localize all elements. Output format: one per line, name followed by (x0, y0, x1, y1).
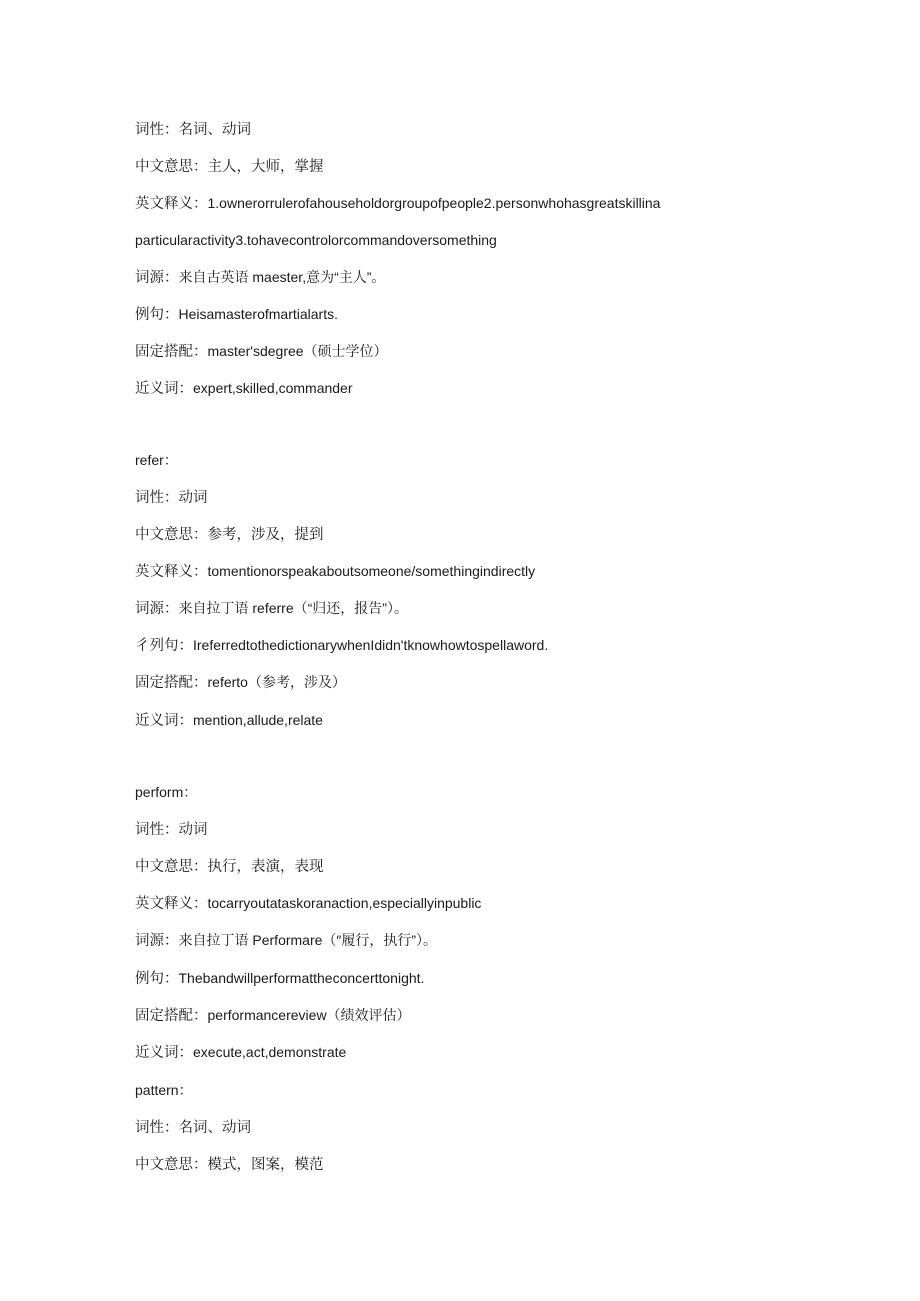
field-value: Heisamasterofmartialarts. (178, 306, 338, 322)
entry-line-master-example (135, 304, 338, 325)
field-label: 词源： (135, 933, 179, 949)
field-value: execute,act,demonstrate (193, 1044, 347, 1060)
field-value: mention,allude,relate (193, 712, 323, 728)
entry-line-perform-pos (135, 819, 208, 840)
field-label: 固定搭配： (135, 344, 208, 360)
field-value: 动词 (178, 490, 208, 506)
entry-line-master-etym (135, 267, 385, 288)
field-value: 参考，涉及，提到 (207, 527, 324, 543)
field-value: 动词 (178, 822, 208, 838)
field-value: 来自古英语 maester,意为“主人”。 (178, 269, 386, 285)
entry-line-master-en (135, 193, 660, 214)
field-value: 模式，图案，模范 (207, 1157, 324, 1173)
entry-line-perform-etym (135, 930, 437, 951)
field-value: tocarryoutataskoranaction,especiallyinpublic (207, 895, 482, 911)
field-label: 英文释义： (135, 564, 208, 580)
field-value: IreferredtothedictionarywhenIdidn'tknowhowtospellaword. (193, 637, 549, 653)
entry-line-master-cn (135, 156, 324, 177)
field-label: 词性： (135, 490, 179, 506)
field-value: 执行，表演，表现 (207, 859, 324, 875)
field-label: 例句： (135, 307, 179, 323)
field-label: 词源： (135, 601, 179, 617)
field-value: 1.ownerorrulerofahouseholdorgroupofpeople2.personwhohasgreatskillina (207, 195, 661, 211)
entry-line-perform-synonyms (135, 1042, 346, 1063)
entry-line-perform-cn (135, 856, 324, 877)
entry-heading-refer (135, 450, 178, 470)
entry-line-refer-en (135, 561, 535, 582)
headword: refer： (135, 452, 178, 468)
field-value: 主人，大师，掌握 (207, 159, 324, 175)
field-label: 近义词： (135, 381, 193, 397)
entry-line-refer-collocation (135, 672, 346, 693)
entry-line-perform-example (135, 968, 424, 989)
field-label: 彳列句： (135, 638, 193, 654)
field-value: 来自拉丁语 referre（“归还，报告”）。 (178, 600, 408, 616)
entry-line-refer-example (135, 635, 548, 656)
field-value: 来自拉丁语 Performare（″履行，执行”）。 (178, 932, 438, 948)
field-value: tomentionorspeakaboutsomeone/somethingindirectly (207, 563, 536, 579)
entry-line-refer-cn (135, 524, 324, 545)
field-label: 词源： (135, 270, 179, 286)
entry-line-master-synonyms (135, 378, 353, 399)
entry-line-refer-synonyms (135, 710, 323, 731)
field-label: 近义词： (135, 1045, 193, 1061)
entry-line-perform-en (135, 893, 481, 914)
entry-line-refer-etym (135, 598, 408, 619)
field-label: 例句： (135, 971, 179, 987)
entry-line-master-pos (135, 119, 251, 140)
field-value: Thebandwillperformattheconcerttonight. (178, 970, 425, 986)
entry-line-master-en-cont (135, 230, 497, 251)
field-label: 词性： (135, 1120, 179, 1136)
entry-heading-perform (135, 782, 197, 802)
headword: pattern： (135, 1082, 193, 1098)
field-value: referto（参考，涉及） (207, 674, 346, 690)
entry-line-perform-collocation (135, 1005, 411, 1026)
field-value: particularactivity3.tohavecontrolorcommandoversomething (135, 232, 497, 248)
field-value: performancereview（绩效评估） (207, 1007, 411, 1023)
field-value: expert,skilled,commander (193, 380, 353, 396)
field-value: 名词、动词 (178, 122, 251, 138)
field-label: 英文释义： (135, 896, 208, 912)
field-label: 中文意思： (135, 1157, 208, 1173)
headword: perform： (135, 784, 198, 800)
field-label: 中文意思： (135, 859, 208, 875)
field-label: 固定搭配： (135, 1008, 208, 1024)
entry-heading-pattern (135, 1080, 193, 1100)
field-label: 词性： (135, 122, 179, 138)
entry-line-pattern-cn (135, 1154, 324, 1175)
field-label: 英文释义： (135, 196, 208, 212)
entry-line-refer-pos (135, 487, 208, 508)
field-label: 中文意思： (135, 527, 208, 543)
entry-line-master-collocation (135, 341, 388, 362)
field-value: master'sdegree（硕士学位） (207, 343, 388, 359)
field-label: 词性： (135, 822, 179, 838)
field-label: 固定搭配： (135, 675, 208, 691)
field-value: 名词、动词 (178, 1120, 251, 1136)
field-label: 近义词： (135, 713, 193, 729)
field-label: 中文意思： (135, 159, 208, 175)
entry-line-pattern-pos (135, 1117, 251, 1138)
